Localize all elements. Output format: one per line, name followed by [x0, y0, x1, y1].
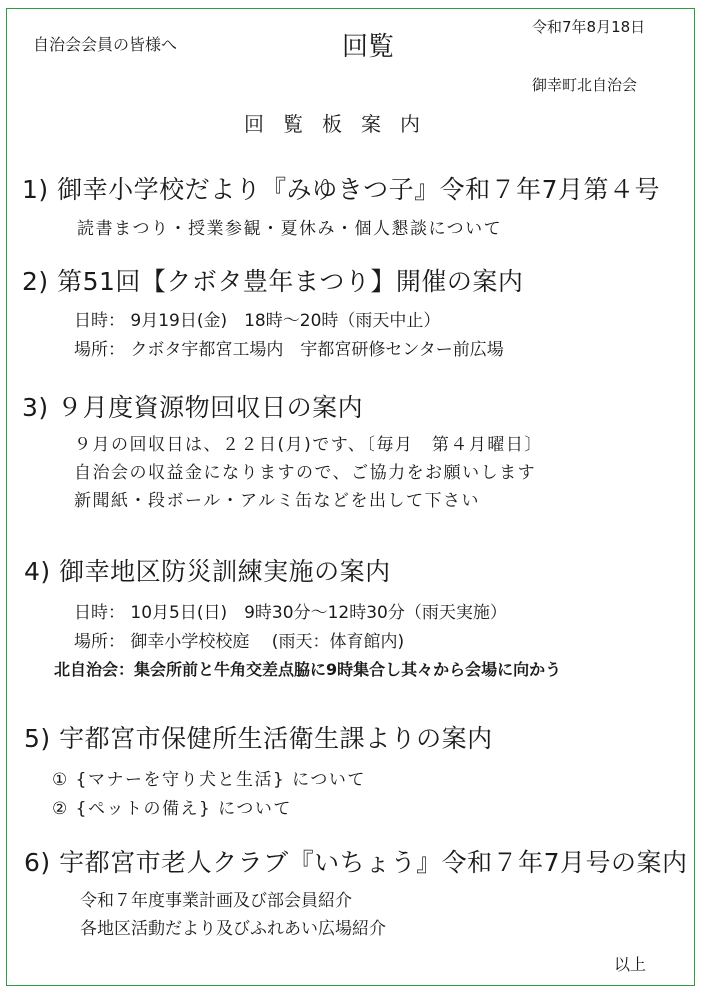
- page-title: 回覧: [342, 32, 395, 62]
- item-4-line-1: 日時： 10月5日(日) 9時30分～12時30分（雨天実施）: [74, 603, 507, 623]
- addressee: 自治会会員の皆様へ: [33, 35, 178, 54]
- item-6-heading: 6) 宇都宮市老人クラブ『いちょう』令和７年7月号の案内: [24, 848, 688, 877]
- item-2-line-2: 場所： クボタ宇都宮工場内 宇都宮研修センター前広場: [74, 340, 504, 360]
- item-5-heading: 5) 宇都宮市保健所生活衛生課よりの案内: [24, 724, 493, 753]
- item-1-line-1: 読書まつり・授業参観・夏休み・個人懇談について: [77, 219, 503, 239]
- item-5-line-1: ① {マナーを守り犬と生活} について: [52, 770, 366, 790]
- item-2-line-1: 日時： 9月19日(金) 18時～20時（雨天中止）: [74, 311, 441, 331]
- issue-date: 令和7年8月18日: [532, 18, 646, 36]
- subtitle: 回覧板案内: [244, 112, 439, 136]
- item-3-line-1: ９月の回収日は、２２日(月)です、〔毎月 第４月曜日〕: [74, 435, 543, 455]
- item-4-note: 北自治会：集会所前と牛角交差点脇に9時集合し其々から会場に向かう: [54, 660, 562, 679]
- closing-mark: 以上: [614, 955, 647, 974]
- item-6-line-2: 各地区活動だより及びふれあい広場紹介: [80, 919, 386, 939]
- item-1-heading: 1) 御幸小学校だより『みゆきつ子』令和７年7月第４号: [22, 175, 661, 204]
- item-4-heading: 4) 御幸地区防災訓練実施の案内: [24, 557, 391, 586]
- organization-name: 御幸町北自治会: [532, 76, 638, 94]
- item-6-line-1: 令和７年度事業計画及び部会員紹介: [80, 891, 352, 911]
- item-3-line-3: 新聞紙・段ボール・アルミ缶などを出して下さい: [74, 491, 480, 511]
- item-3-line-2: 自治会の収益金になりますので、ご協力をお願いします: [74, 463, 537, 483]
- item-2-heading: 2) 第51回【クボタ豊年まつり】開催の案内: [22, 267, 524, 296]
- item-5-line-2: ② {ペットの備え} について: [52, 799, 292, 819]
- item-3-heading: 3) ９月度資源物回収日の案内: [22, 393, 364, 422]
- item-4-line-2: 場所： 御幸小学校校庭 (雨天：体育館内): [74, 632, 405, 652]
